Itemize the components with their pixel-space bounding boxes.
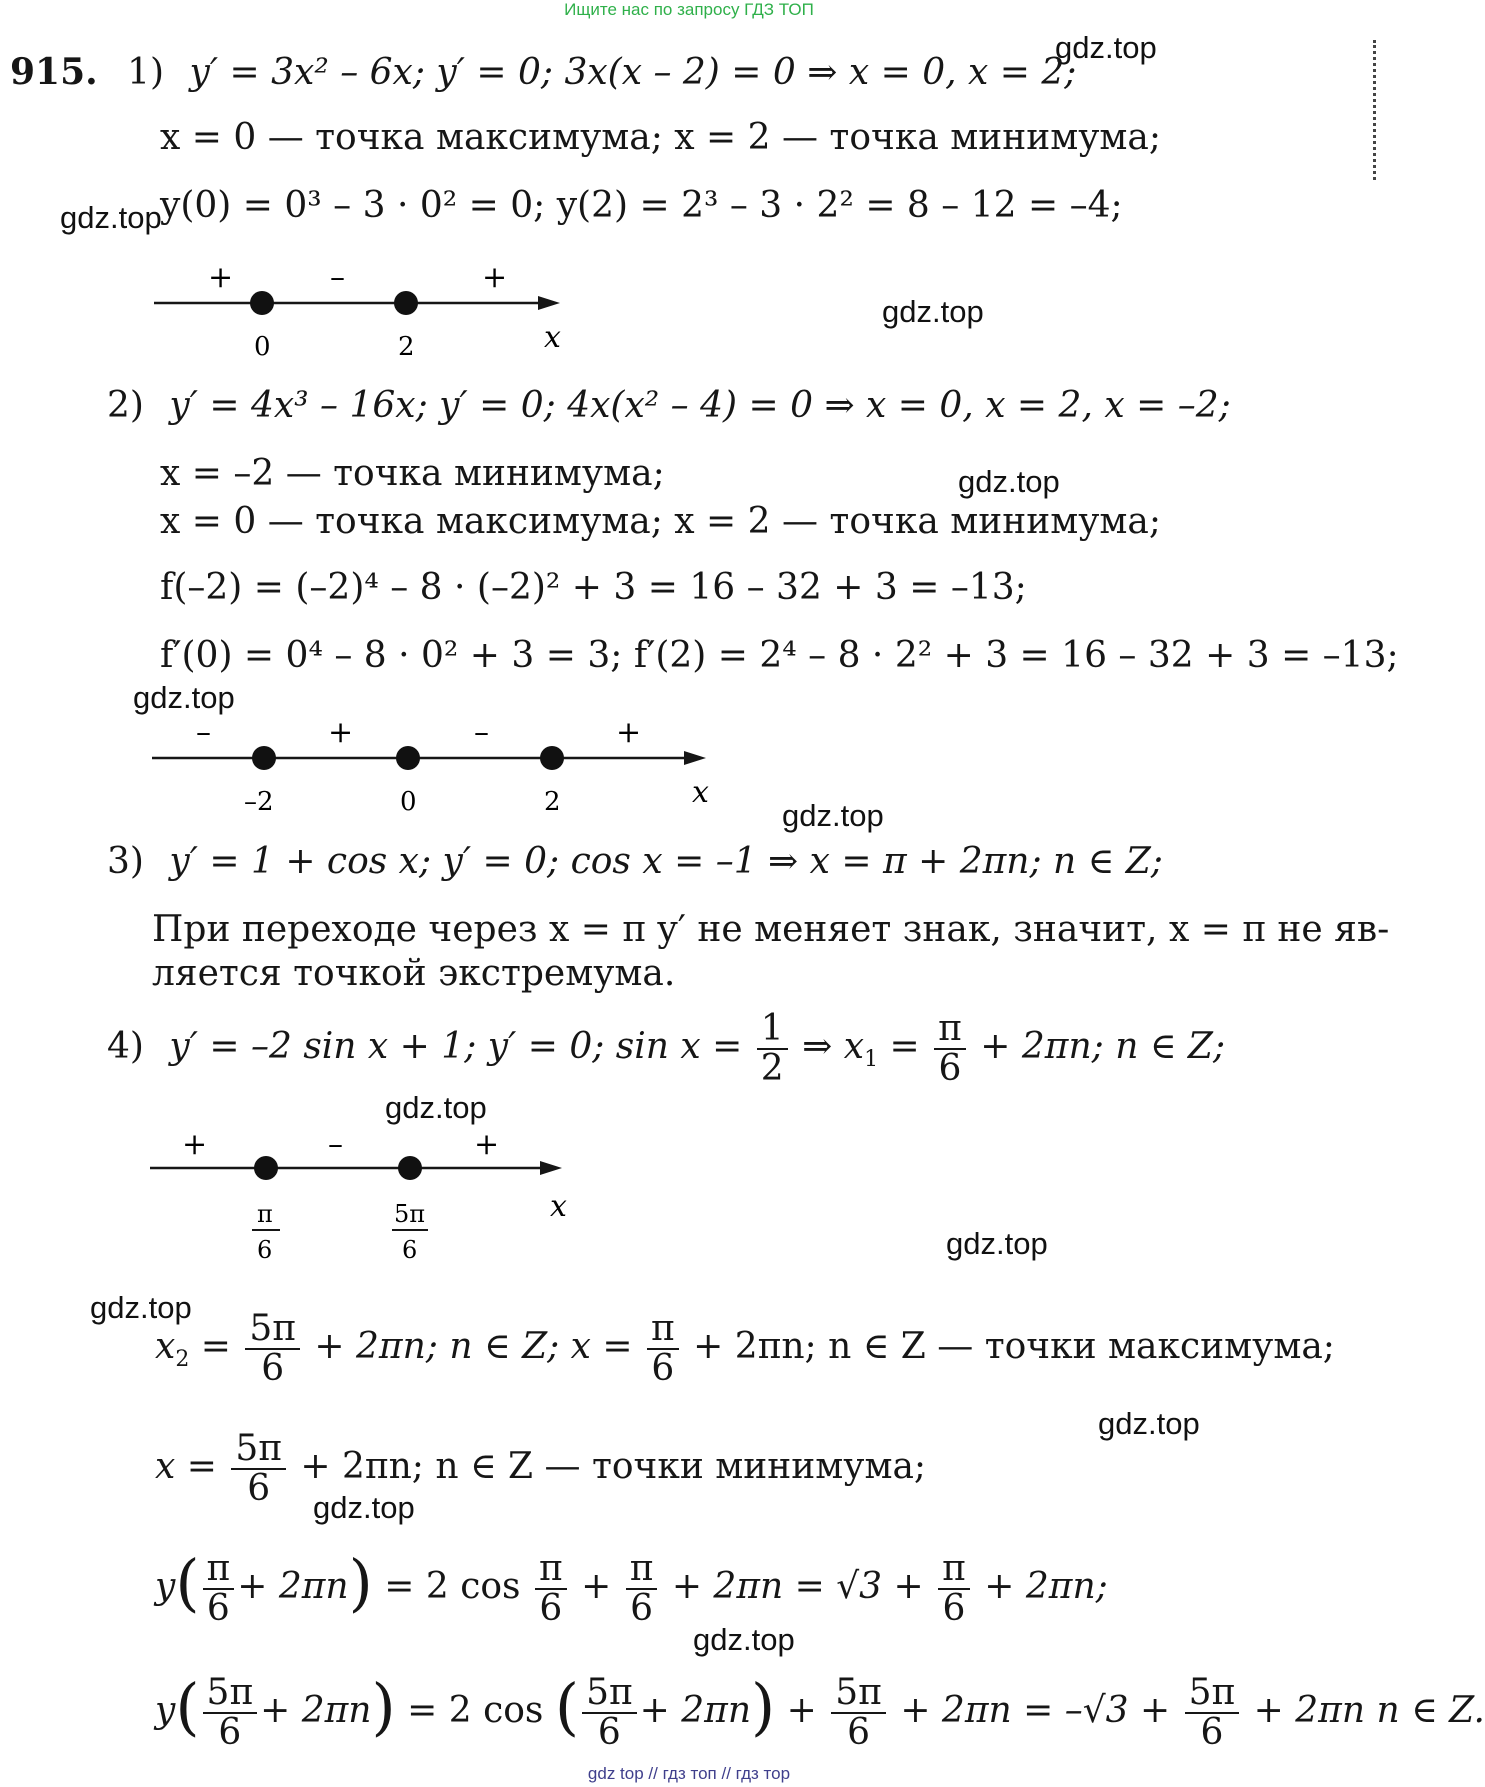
part1-line2: x = 0 — точка максимума; x = 2 — точка минимума; [160, 117, 1161, 158]
part1-line1 [10, 50, 1076, 95]
period-term: + 2πn [639, 1689, 751, 1731]
part3-line2: При переходе через x = π y′ не меняет знак, значит, x = π не яв- [152, 909, 1390, 950]
part4-y1-line: y( $\frac{\pi}{6}$ + 2πn) = 2 cos $\frac{\pi}{6}$ + $\frac{\pi}{6}$ + 2πn = √3 + $\frac{\pi}{6}$ + 2πn; [155, 1545, 1108, 1629]
watermark: gdz.top [385, 1090, 487, 1125]
critical-point [396, 746, 420, 770]
tick-label-den: 6 [257, 1236, 273, 1264]
fraction-5pi-6: $\frac{5\pi}{6}$ [1185, 1674, 1240, 1752]
axis-label: x [550, 1189, 567, 1224]
plus: + [786, 1689, 817, 1731]
footer-link[interactable]: гдз топ [662, 1764, 717, 1783]
watermark: gdz.top [958, 464, 1060, 499]
watermark: gdz.top [1098, 1406, 1200, 1441]
tick-label-den: 6 [402, 1236, 418, 1264]
minimum-note: + 2πn; n ∈ Z — точки минимума; [300, 1445, 927, 1487]
part3-derivative: y′ = 1 + cos x; y′ = 0; cos x = –1 ⇒ x = π + 2πn; n ∈ Z; [169, 841, 1163, 882]
page-edge-marks [1370, 40, 1376, 180]
fraction-pi-6: $\frac{\pi}{6}$ [203, 1550, 235, 1628]
maximum-note: + 2πn; n ∈ Z — точки максимума; [693, 1325, 1335, 1367]
part3-line3: ляется точкой экстремума. [152, 953, 676, 994]
part4-derivative: y′ = –2 sin x + 1; y′ = 0; sin x = [169, 1025, 743, 1067]
axis-arrow [684, 751, 706, 765]
tick-label: 2 [544, 787, 561, 817]
fraction-pi-6: $\frac{\pi}{6}$ [626, 1550, 658, 1628]
critical-point [252, 746, 276, 770]
tick-label: 0 [400, 787, 417, 817]
part1-sign-chart [140, 255, 580, 365]
part4-label: 4) [107, 1025, 144, 1067]
part2-label: 2) [107, 385, 144, 426]
sign-label: – [328, 1127, 343, 1162]
fraction-pi-6: $\frac{\pi}{6}$ [934, 1010, 966, 1088]
sign-label: – [330, 260, 345, 295]
fraction-5pi-6: $\frac{5\pi}{6}$ [231, 1430, 286, 1508]
problem-number: 915. [10, 51, 98, 93]
watermark: gdz.top [90, 1290, 192, 1325]
watermark: gdz.top [882, 294, 984, 329]
footer-link[interactable]: гдз тор [735, 1764, 791, 1783]
part2-line1 [107, 384, 1231, 428]
equals: = [889, 1025, 920, 1067]
watermark: gdz.top [1055, 30, 1157, 65]
fraction-5pi-6: $\frac{5\pi}{6}$ [582, 1674, 637, 1752]
y-symbol: y [155, 1565, 176, 1607]
period-term: + 2πn; n ∈ Z; [980, 1025, 1226, 1067]
part3-label: 3) [107, 841, 144, 882]
axis-arrow [538, 296, 560, 310]
period-term: + 2πn n ∈ Z. [1253, 1689, 1485, 1731]
part3-line1 [107, 840, 1163, 884]
period-term: + 2πn; n ∈ Z; x = [314, 1325, 633, 1367]
watermark: gdz.top [60, 200, 162, 235]
part2-line5: f′(0) = 0⁴ – 8 · 0² + 3 = 3; f′(2) = 2⁴ – 8 · 2² + 3 = 16 – 32 + 3 = –13; [160, 635, 1399, 676]
x-equals: x = [155, 1445, 217, 1487]
cos-term: = 2 cos [407, 1689, 544, 1731]
sign-label: + [208, 260, 234, 295]
subscript: 2 [175, 1346, 190, 1372]
period-term: + 2πn [237, 1565, 349, 1607]
sign-label: + [616, 715, 642, 750]
part4-y2-line: y( $\frac{5\pi}{6}$ + 2πn) = 2 cos ( $\frac{5\pi}{6}$ + 2πn) + $\frac{5\pi}{6}$ + 2πn = –√3 + $\frac{5\pi}{6}$ + 2πn n ∈ Z. [155, 1669, 1485, 1753]
fraction-5pi-6: $\frac{5\pi}{6}$ [245, 1310, 300, 1388]
cos-term: = 2 cos [384, 1565, 521, 1607]
watermark: gdz.top [133, 680, 235, 715]
period-term: + 2πn [260, 1689, 372, 1731]
part4-min-line [155, 1430, 926, 1508]
part2-line3: x = 0 — точка максимума; x = 2 — точка минимума; [160, 501, 1161, 542]
part2-line2: x = –2 — точка минимума; [160, 453, 665, 494]
y-symbol: y [155, 1689, 176, 1731]
tick-label: –2 [244, 787, 274, 817]
sqrt-term: + 2πn = –√3 + [900, 1689, 1171, 1731]
part2-line4: f(–2) = (–2)⁴ – 8 · (–2)² + 3 = 16 – 32 + 3 = –13; [160, 567, 1027, 608]
watermark: gdz.top [946, 1226, 1048, 1261]
fraction-pi-6: $\frac{\pi}{6}$ [647, 1310, 679, 1388]
critical-point [250, 291, 274, 315]
fraction-one-half: $\frac{1}{2}$ [757, 1010, 788, 1088]
part1-line3: y(0) = 0³ – 3 · 0² = 0; y(2) = 2³ – 3 · 2² = 8 – 12 = –4; [160, 185, 1123, 226]
part2-sign-chart [140, 710, 730, 820]
critical-point [394, 291, 418, 315]
footer-separator: // [648, 1764, 658, 1783]
period-term: + 2πn; [984, 1565, 1108, 1607]
sign-label: + [182, 1127, 208, 1162]
part1-derivative: y′ = 3x² – 6x; y′ = 0; 3x(x – 2) = 0 ⇒ x = 0, x = 2; [189, 52, 1077, 93]
critical-point [540, 746, 564, 770]
plus: + [581, 1565, 612, 1607]
footer-separator: // [721, 1764, 731, 1783]
sign-label: + [482, 260, 508, 295]
subscript: 1 [864, 1046, 879, 1072]
fraction-5pi-6: $\frac{5\pi}{6}$ [203, 1674, 258, 1752]
axis-label: x [692, 775, 709, 810]
part4-sign-chart [140, 1122, 580, 1272]
part1-label: 1) [127, 52, 165, 93]
sign-label: + [328, 715, 354, 750]
footer-links [0, 1764, 1378, 1784]
tick-label: 2 [398, 332, 415, 362]
axis-arrow [540, 1161, 562, 1175]
sign-label: + [474, 1127, 500, 1162]
critical-point [398, 1156, 422, 1180]
sign-label: – [474, 715, 489, 750]
footer-link[interactable]: gdz top [587, 1764, 644, 1783]
watermark: gdz.top [693, 1622, 795, 1657]
fraction-pi-6: $\frac{\pi}{6}$ [938, 1550, 970, 1628]
tick-label-num: π [257, 1200, 273, 1228]
watermark: gdz.top [313, 1490, 415, 1525]
search-banner[interactable]: Ищите нас по запросу ГДЗ ТОП [564, 0, 814, 19]
implies-x: ⇒ x [802, 1025, 865, 1067]
part4-line1 [107, 1010, 1225, 1091]
axis-label: x [544, 320, 561, 355]
tick-label: 0 [254, 332, 271, 362]
watermark: gdz.top [782, 798, 884, 833]
sign-label: – [196, 715, 211, 750]
part4-x2-line [155, 1310, 1335, 1391]
critical-point [254, 1156, 278, 1180]
x-symbol: x [155, 1325, 176, 1367]
tick-label-num: 5π [394, 1200, 426, 1228]
part2-derivative: y′ = 4x³ – 16x; y′ = 0; 4x(x² – 4) = 0 ⇒ x = 0, x = 2, x = –2; [169, 385, 1231, 426]
sqrt-term: + 2πn = √3 + [671, 1565, 924, 1607]
equals: = [200, 1325, 231, 1367]
fraction-pi-6: $\frac{\pi}{6}$ [535, 1550, 567, 1628]
fraction-5pi-6: $\frac{5\pi}{6}$ [831, 1674, 886, 1752]
